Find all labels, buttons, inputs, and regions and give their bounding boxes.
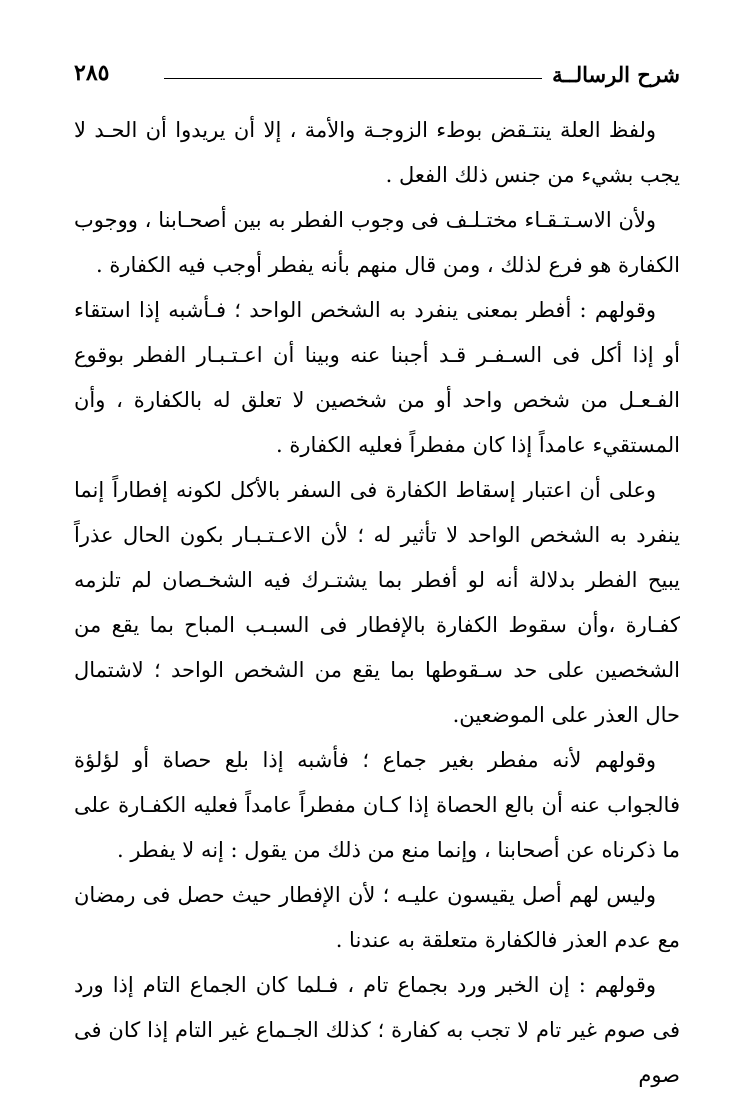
running-title: شرح الرسالــة [552, 62, 680, 87]
body-text [74, 108, 680, 1098]
page-header [74, 58, 680, 92]
header-rule [164, 78, 542, 79]
paragraph: وقولهم : إن الخبر ورد بجماع تام ، فـلما كان الجماع التام إذا ورد فى صوم غير تام لا تجب به كفارة ؛ كذلك الجـماع غير التام إذا كان فى صوم [74, 973, 680, 1087]
paragraph: وقولهم لأنه مفطر بغير جماع ؛ فأشبه إذا بلع حصاة أو لؤلؤة فالجواب عنه أن بالع الحصاة إذا كـان مفطراً عامداً فعليه الكفـارة على ما ذكرناه عن أصحابنا ، وإنما منع من ذلك من يقول : إنه لا يفطر . [74, 748, 680, 862]
paragraph: ولفظ العلة ينتـقض بوطء الزوجـة والأمة ، إلا أن يريدوا أن الحـد لا يجب بشيء من جنس ذلك الفعل . [74, 118, 680, 187]
paragraph: وليس لهم أصل يقيسون عليـه ؛ لأن الإفطار حيث حصل فى رمضان مع عدم العذر فالكفارة متعلقة به عندنا . [74, 883, 680, 952]
page-number: ٢٨٥ [74, 60, 110, 86]
paragraph: وعلى أن اعتبار إسقاط الكفارة فى السفر بالأكل لكونه إفطاراً إنما ينفرد به الشخص الواحد لا تأثير له ؛ لأن الاعـتـبـار بكون الحال عذراً يبيح الفطر بدلالة أنه لو أفطر بما يشتـرك فيه الشخـصان لم تلزمه كفـارة ،وأن سقوط الكفارة بالإفطار فى السبـب المباح بما يقع من الشخصين على حد سـقوطها بما يقع من الشخص الواحد ؛ لاشتمال حال العذر على الموضعين. [74, 478, 681, 727]
paragraph: ولأن الاسـتـقـاء مختـلـف فى وجوب الفطر به بين أصحـابنا ، ووجوب الكفارة هو فرع لذلك ، ومن قال منهم بأنه يفطر أوجب فيه الكفارة . [74, 208, 680, 277]
paragraph: وقولهم : أفطر بمعنى ينفرد به الشخص الواحد ؛ فـأشبه إذا استقاء أو إذا أكل فى السـفـر قـد أجبنا عنه وبينا أن اعـتـبـار الفطر بوقوع الفـعـل من شخص واحد أو من شخصين لا تعلق له بالكفارة ، وأن المستقيء عامداً إذا كان مفطراً فعليه الكفارة . [74, 298, 680, 457]
